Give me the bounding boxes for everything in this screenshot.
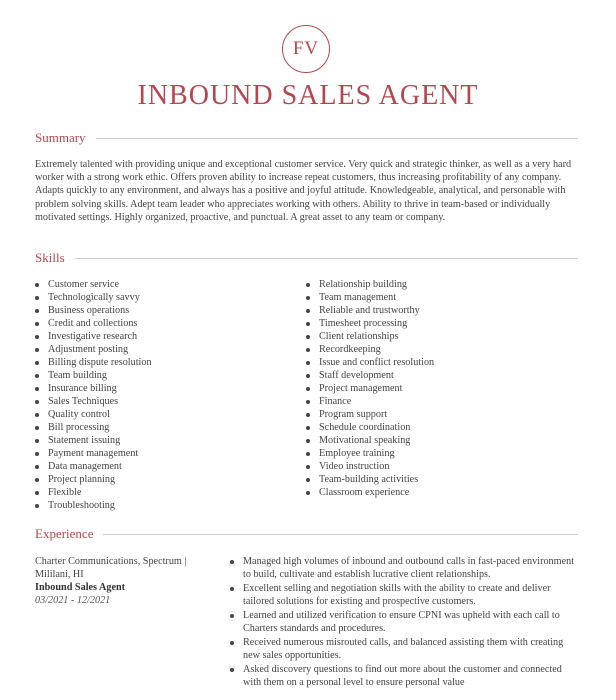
skill-item: Insurance billing [35, 382, 152, 395]
skill-item: Classroom experience [306, 486, 434, 499]
summary-heading-label: Summary [35, 130, 86, 145]
skills-heading-label: Skills [35, 250, 65, 265]
skill-item: Schedule coordination [306, 421, 434, 434]
skill-item: Finance [306, 395, 434, 408]
skill-item: Project management [306, 382, 434, 395]
skill-item: Business operations [35, 304, 152, 317]
experience-bullet: Excellent selling and negotiation skills with the ability to create and deliver tailored solutions for existing and prospective customers. [230, 582, 575, 608]
skills-column-right [306, 278, 434, 499]
monogram-badge [282, 25, 330, 73]
skill-item: Team building [35, 369, 152, 382]
experience-dates: 03/2021 - 12/2021 [35, 595, 111, 606]
skill-item: Video instruction [306, 460, 434, 473]
experience-bullet: Learned and utilized verification to ensure CPNI was upheld with each call to Charters standards and procedures. [230, 609, 575, 635]
summary-text: Extremely talented with providing unique and exceptional customer service. Very quick and strategic thinker, as well as a very hard worker with a strong work ethic. Offers proven ability to increase repeat customers, thus increasing profitability of any company. Adapts quickly to any environment, and always has a positive and joyful attitude. Knowledgeable, analytical, and personable with problem solving skills. Adept team leader who appreciates working with others. Ability to thrive in team-based or individually motivated settings. Highly organized, proactive, and punctual. A great asset to any team or company. [35, 159, 572, 223]
page-title: INBOUND SALES AGENT [137, 80, 479, 111]
experience-bullet: Asked discovery questions to find out more about the customer and connected with them on a personal level to ensure personal value [230, 663, 575, 689]
skill-item: Timesheet processing [306, 317, 434, 330]
skill-item: Data management [35, 460, 152, 473]
skill-item: Technologically savvy [35, 291, 152, 304]
skill-item: Troubleshooting [35, 499, 152, 512]
skill-item: Team management [306, 291, 434, 304]
skill-item: Adjustment posting [35, 343, 152, 356]
experience-location: Mililani, HI [35, 569, 84, 580]
skill-item: Quality control [35, 408, 152, 421]
skill-item: Staff development [306, 369, 434, 382]
skill-item: Team-building activities [306, 473, 434, 486]
skills-heading [35, 250, 578, 266]
skill-item: Credit and collections [35, 317, 152, 330]
skill-item: Relationship building [306, 278, 434, 291]
summary-divider [96, 138, 578, 139]
skill-item: Client relationships [306, 330, 434, 343]
skill-item: Sales Techniques [35, 395, 152, 408]
skill-item: Reliable and trustworthy [306, 304, 434, 317]
experience-bullets [230, 555, 575, 690]
skill-item: Investigative research [35, 330, 152, 343]
experience-bullet: Received numerous misrouted calls, and balanced assisting them with creating new sales opportunities. [230, 636, 575, 662]
skill-item: Project planning [35, 473, 152, 486]
skill-item: Recordkeeping [306, 343, 434, 356]
skill-item: Flexible [35, 486, 152, 499]
skill-item: Statement issuing [35, 434, 152, 447]
skill-item: Payment management [35, 447, 152, 460]
skill-item: Billing dispute resolution [35, 356, 152, 369]
skill-item: Issue and conflict resolution [306, 356, 434, 369]
skill-item: Program support [306, 408, 434, 421]
experience-job-info [35, 555, 215, 607]
monogram-initials: FV [292, 38, 320, 59]
experience-heading [35, 526, 578, 542]
skill-item: Bill processing [35, 421, 152, 434]
skills-divider [75, 258, 578, 259]
experience-divider [103, 534, 578, 535]
experience-company: Charter Communications, Spectrum | [35, 556, 187, 567]
summary-heading [35, 130, 578, 146]
skill-item: Motivational speaking [306, 434, 434, 447]
skills-column-left [35, 278, 152, 512]
skill-item: Employee training [306, 447, 434, 460]
experience-role: Inbound Sales Agent [35, 582, 126, 593]
skill-item: Customer service [35, 278, 152, 291]
experience-heading-label: Experience [35, 526, 94, 541]
experience-bullet: Managed high volumes of inbound and outbound calls in fast-paced environment to build, cultivate and establish lucrative client relationships. [230, 555, 575, 581]
